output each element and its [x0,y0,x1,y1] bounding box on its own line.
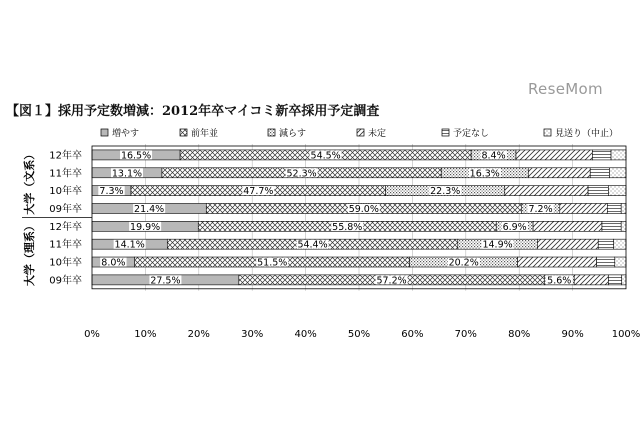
chart-legend [101,127,618,139]
category-label: 11年卒 [49,239,82,251]
bar-segment [592,150,611,160]
data-label: 7.3% [99,186,124,198]
bar-segment [528,168,590,178]
bar-segment [621,221,626,231]
data-label: 57.2% [376,275,407,287]
data-label: 7.2% [528,203,553,215]
bar-segment [615,257,626,267]
data-label: 5.6% [547,275,572,287]
legend-swatch [180,129,187,136]
bar-segment [608,186,626,196]
bar-segment [560,203,608,213]
data-label: 6.9% [502,221,527,233]
data-label: 16.3% [469,168,500,180]
x-tick-label: 10% [134,329,157,340]
bar-segment [614,239,626,249]
bar-segment [533,221,602,231]
bar-segment [518,257,597,267]
bar-segment [588,186,608,196]
legend-swatch [442,129,449,136]
x-tick-label: 60% [401,329,424,340]
category-label: 12年卒 [49,150,82,162]
x-tick-label: 0% [84,329,100,340]
data-label: 54.4% [297,239,328,251]
legend-label: 予定なし [453,129,490,139]
data-label: 51.5% [257,257,288,269]
data-label: 54.5% [310,150,341,162]
data-label: 52.3% [286,168,317,180]
data-label: 55.8% [332,221,363,233]
legend-label: 見送り（中止） [555,129,619,139]
resemom-watermark: ReseMom [528,80,603,98]
legend-label: 増やす [112,129,140,139]
x-axis [84,329,640,340]
legend-swatch [101,129,108,136]
group-label: 大学（文系） [23,148,36,215]
category-label: 09年卒 [49,203,82,215]
legend-swatch [268,129,275,136]
y-axis-labels [22,148,92,286]
bar-segment [621,203,626,213]
category-label: 10年卒 [49,257,82,269]
data-label: 14.9% [482,239,513,251]
data-label: 47.7% [243,186,274,198]
x-tick-label: 90% [561,329,584,340]
x-tick-label: 80% [508,329,531,340]
bar-segment [597,257,615,267]
bar-segment [611,150,626,160]
category-label: 09年卒 [49,275,82,287]
bar-segment [602,221,621,231]
x-tick-label: 40% [294,329,317,340]
bar-segment [537,239,598,249]
data-label: 27.5% [150,275,181,287]
category-label: 12年卒 [49,221,82,233]
legend-swatch [544,129,551,136]
legend-label: 減らす [279,129,307,139]
plot-area [92,144,626,291]
data-label: 59.0% [348,203,379,215]
bar-segment [590,168,609,178]
bar-segment [609,168,626,178]
bar-segment [516,150,592,160]
bar-segment [622,275,626,285]
data-label: 13.1% [111,168,143,180]
data-label: 8.4% [481,150,506,162]
category-label: 10年卒 [49,186,82,198]
bar-segment [574,275,608,285]
x-tick-label: 20% [187,329,210,340]
bar-segment [598,239,613,249]
bar-segment [608,275,621,285]
legend-swatch [357,129,364,136]
x-tick-label: 50% [347,329,371,340]
data-label: 14.1% [114,239,145,251]
data-label: 20.2% [448,257,479,269]
data-label: 16.5% [120,150,152,162]
chart-title: 【図１】採用予定数増減：2012年卒マイコミ新卒採用予定調査 [6,104,380,119]
group-label: 大学（理系） [23,220,36,287]
data-label: 21.4% [134,203,165,215]
bar-segment [607,203,621,213]
bar-segment [505,186,588,196]
x-tick-label: 70% [454,329,477,340]
category-label: 11年卒 [49,168,82,180]
x-tick-label: 30% [241,329,264,340]
data-label: 19.9% [130,221,161,233]
x-tick-label: 100% [611,329,640,340]
legend-label: 未定 [368,129,387,139]
data-label: 22.3% [430,186,461,198]
legend-label: 前年並 [191,129,219,139]
data-label: 8.0% [101,257,126,269]
